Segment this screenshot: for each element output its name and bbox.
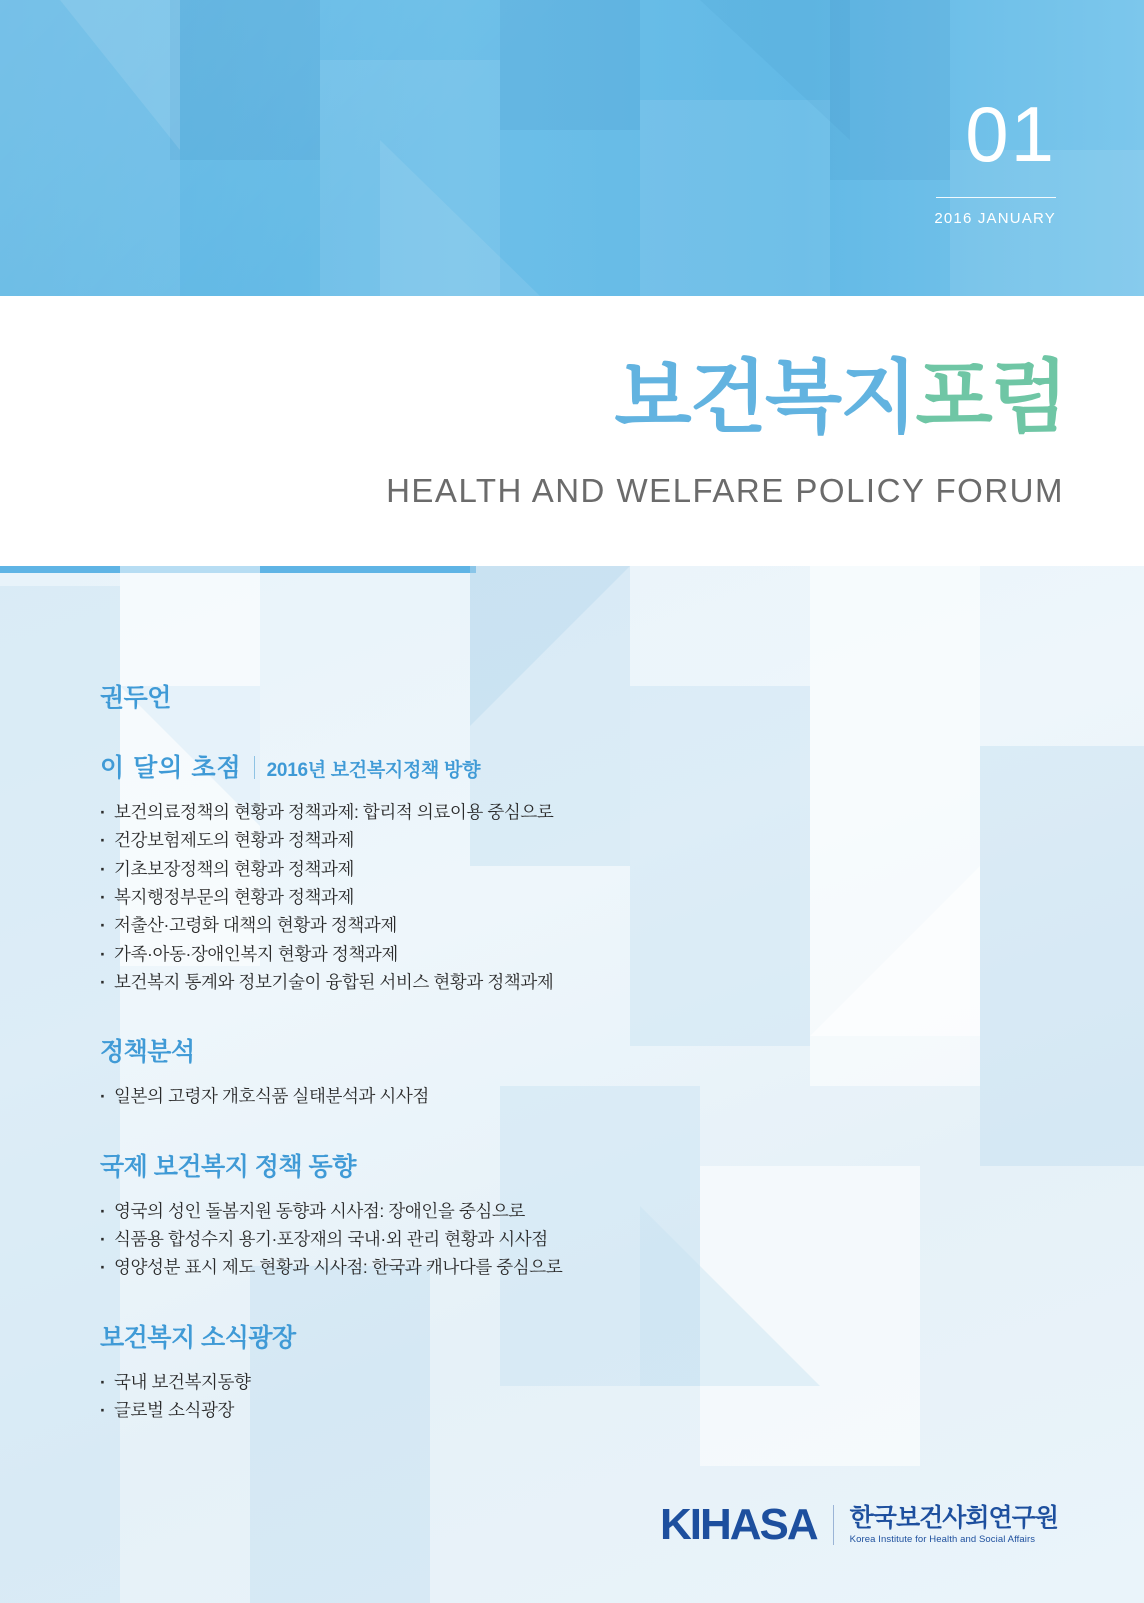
- logo-divider: [833, 1505, 834, 1545]
- issue-rule: [936, 197, 1056, 198]
- list-item[interactable]: · 일본의 고령자 개호식품 실태분석과 시사점: [100, 1082, 880, 1110]
- toc-item-list: [100, 1082, 880, 1110]
- toc-section-heading: 국제 보건복지 정책 동향: [100, 1152, 356, 1181]
- band-triangle-1: [60, 0, 180, 150]
- list-item[interactable]: · 보건의료정책의 현황과 정책과제: 합리적 의료이용 중심으로: [100, 798, 880, 826]
- band-facet-2: [170, 0, 320, 160]
- band-facet-4: [500, 0, 640, 130]
- list-item[interactable]: · 복지행정부문의 현황과 정책과제: [100, 883, 880, 911]
- journal-title-korean: [614, 353, 1066, 442]
- journal-title-korean-part-b: 포럼: [915, 353, 1066, 442]
- table-of-contents: [100, 678, 880, 1460]
- list-item[interactable]: · 영국의 성인 돌봄지원 동향과 시사점: 장애인을 중심으로: [100, 1197, 880, 1225]
- panel-facet-6: [980, 746, 1144, 1166]
- toc-focus-divider: [254, 756, 255, 779]
- list-item[interactable]: · 식품용 합성수지 용기·포장재의 국내·외 관리 현황과 시사점: [100, 1225, 880, 1253]
- toc-focus-heading: 이 달의 초점: [100, 754, 242, 782]
- list-item[interactable]: · 보건복지 통계와 정보기술이 융합된 서비스 현황과 정책과제: [100, 968, 880, 996]
- list-item[interactable]: · 가족·아동·장애인복지 현황과 정책과제: [100, 940, 880, 968]
- list-item[interactable]: · 글로벌 소식광장: [100, 1396, 880, 1424]
- toc-item-list: [100, 1368, 880, 1425]
- publisher-logo: [659, 1500, 1058, 1549]
- cover-top-band: [0, 0, 1144, 296]
- list-item[interactable]: · 영양성분 표시 제도 현황과 시사점: 한국과 캐나다를 중심으로: [100, 1253, 880, 1281]
- toc-section-prologue: [100, 678, 880, 714]
- list-item[interactable]: · 기초보장정책의 현황과 정책과제: [100, 855, 880, 883]
- journal-title-english: HEALTH AND WELFARE POLICY FORUM: [386, 472, 1064, 509]
- kihasa-wordmark-text: KIHASA: [659, 1500, 817, 1549]
- issue-date: 2016 JANUARY: [934, 210, 1056, 227]
- toc-item-list: [100, 798, 880, 996]
- toc-section-heading-focus: [100, 748, 880, 784]
- toc-section-news: [100, 1318, 880, 1425]
- publisher-name: [850, 1505, 1058, 1545]
- toc-section-heading: 보건복지 소식광장: [100, 1323, 296, 1352]
- toc-section-heading: 권두언: [100, 684, 171, 712]
- list-item[interactable]: · 건강보험제도의 현황과 정책과제: [100, 826, 880, 854]
- list-item[interactable]: · 저출산·고령화 대책의 현황과 정책과제: [100, 911, 880, 939]
- toc-section-focus: [100, 748, 880, 996]
- cover-contents-panel: [0, 566, 1144, 1603]
- band-triangle-3: [700, 0, 850, 140]
- kihasa-wordmark-icon: [659, 1500, 817, 1549]
- toc-section-policy-analysis: [100, 1032, 880, 1110]
- publisher-name-english: Korea Institute for Health and Social Affairs: [849, 1533, 1036, 1545]
- toc-section-heading: 정책분석: [100, 1038, 195, 1067]
- toc-focus-subheading: 2016년 보건복지정책 방향: [266, 760, 481, 781]
- cover-title-area: [0, 296, 1144, 566]
- list-item[interactable]: · 국내 보건복지동향: [100, 1368, 880, 1396]
- toc-item-list: [100, 1197, 880, 1282]
- journal-title-korean-part-a: 보건복지: [614, 353, 916, 442]
- publisher-name-korean: 한국보건사회연구원: [849, 1504, 1058, 1533]
- toc-section-international-trends: [100, 1147, 880, 1282]
- issue-number: 01: [965, 90, 1056, 178]
- band-triangle-2: [380, 140, 540, 296]
